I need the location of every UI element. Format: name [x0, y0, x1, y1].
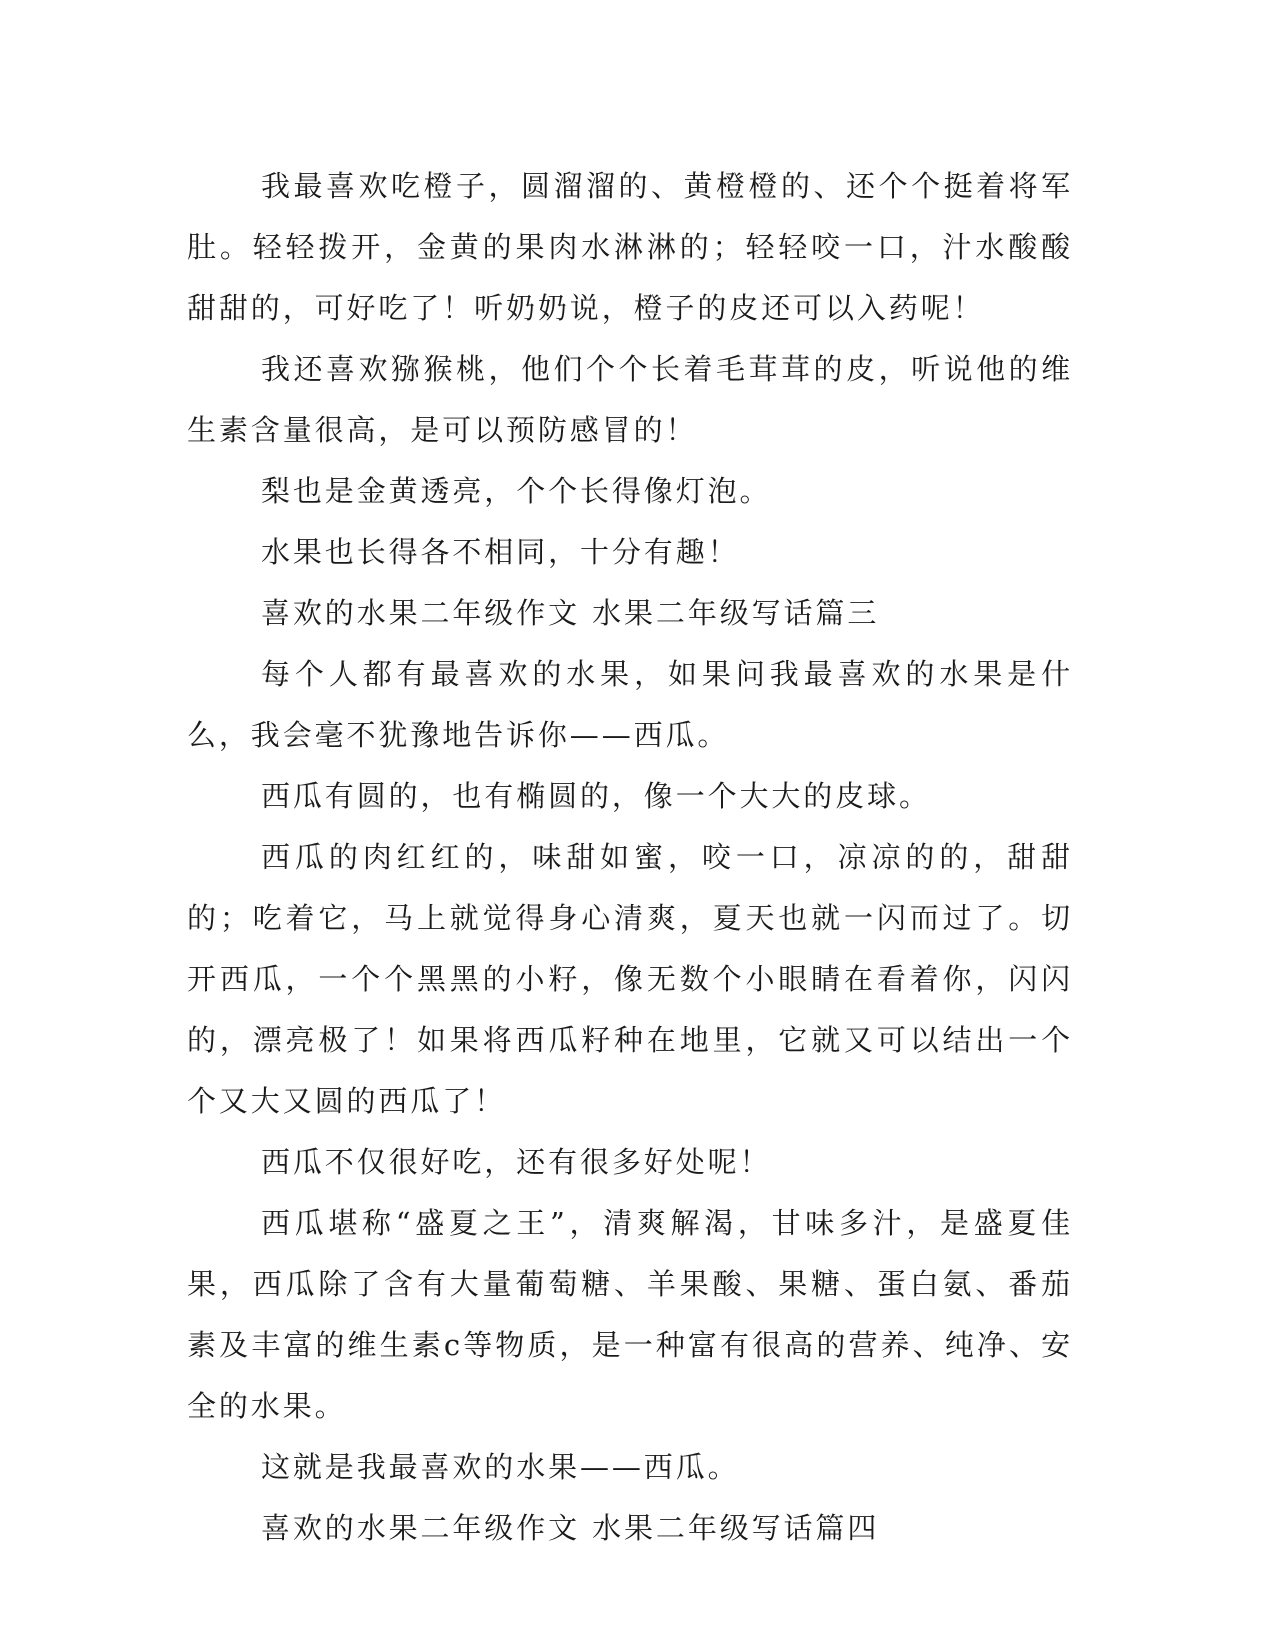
paragraph-pear: 梨也是金黄透亮，个个长得像灯泡。: [261, 474, 772, 508]
paragraph-watermelon-benefits: 西瓜不仅很好吃，还有很多好处呢！: [261, 1145, 772, 1179]
paragraph-oranges: 我最喜欢吃橙子，圆溜溜的、黄橙橙的、还个个挺着将军肚。轻轻拨开，金黄的果肉水淋淋的；轻轻咬一口，汁水酸酸甜甜的，可好吃了！听奶奶说，橙子的皮还可以入药呢！: [187, 169, 1073, 325]
paragraph-watermelon-conclusion: 这就是我最喜欢的水果——西瓜。: [261, 1450, 740, 1484]
paragraph-kiwi: 我还喜欢猕猴桃，他们个个长着毛茸茸的皮，听说他的维生素含量很高，是可以预防感冒的！: [187, 352, 1073, 447]
paragraph-watermelon-shape: 西瓜有圆的，也有椭圆的，像一个大大的皮球。: [261, 779, 931, 813]
section-heading-part-four: 喜欢的水果二年级作文 水果二年级写话篇四: [261, 1511, 880, 1545]
paragraph-watermelon-taste: 西瓜的肉红红的，味甜如蜜，咬一口，凉凉的的，甜甜的；吃着它，马上就觉得身心清爽，夏天也就一闪而过了。切开西瓜，一个个黑黑的小籽，像无数个小眼睛在看着你，闪闪的，漂亮极了！如果将西瓜籽种在地里，它就又可以结出一个个又大又圆的西瓜了！: [187, 840, 1073, 1118]
document-body: [187, 156, 1073, 1559]
paragraph-watermelon-intro: 每个人都有最喜欢的水果，如果问我最喜欢的水果是什么，我会毫不犹豫地告诉你——西瓜。: [187, 657, 1073, 752]
section-heading-part-three: 喜欢的水果二年级作文 水果二年级写话篇三: [261, 596, 880, 630]
paragraph-fruit-summary: 水果也长得各不相同，十分有趣！: [261, 535, 740, 569]
paragraph-watermelon-nutrition: 西瓜堪称“盛夏之王”，清爽解渴，甘味多汁，是盛夏佳果，西瓜除了含有大量葡萄糖、羊果酸、果糖、蛋白氨、番茄素及丰富的维生素c等物质，是一种富有很高的营养、纯净、安全的水果。: [187, 1206, 1073, 1423]
